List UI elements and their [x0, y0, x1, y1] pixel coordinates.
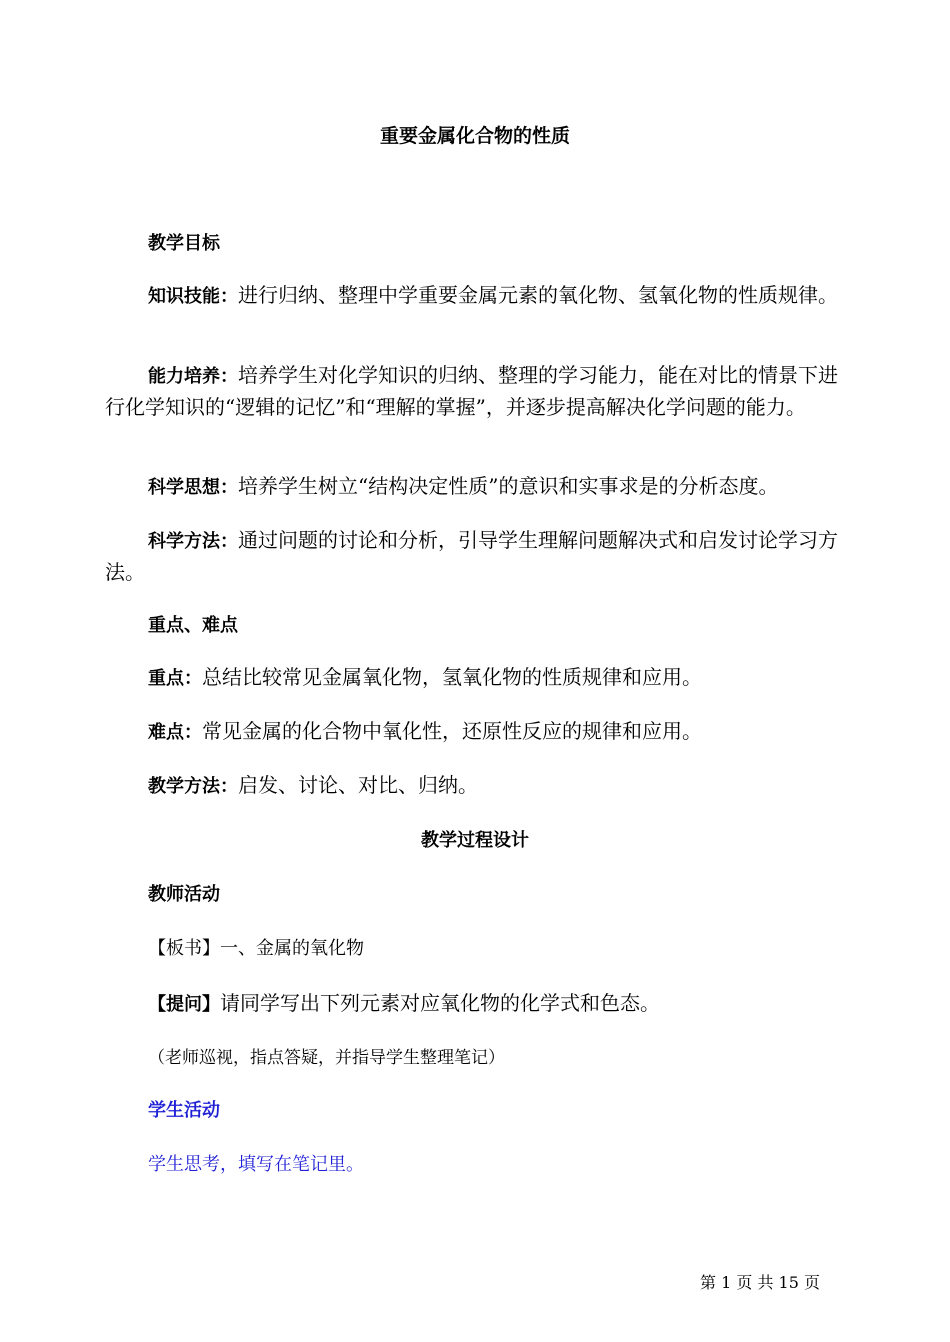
- teacher-note: （老师巡视，指点答疑，并指导学生整理笔记）: [148, 1048, 505, 1068]
- ability-paragraph: [105, 360, 850, 422]
- focus-line: [148, 661, 850, 690]
- teaching-method-text: 启发、讨论、对比、归纳。: [238, 773, 478, 797]
- document-title: 重要金属化合物的性质: [379, 125, 570, 147]
- ability-label: 能力培养：: [148, 366, 238, 387]
- thinking-text: 培养学生树立“结构决定性质”的意识和实事求是的分析态度。: [238, 474, 779, 498]
- board-line: [148, 934, 850, 960]
- knowledge-label: 知识技能：: [148, 286, 238, 307]
- knowledge-paragraph: [105, 280, 850, 312]
- question-label: 【提问】: [148, 994, 220, 1015]
- thinking-paragraph: [105, 471, 850, 503]
- focus-text: 总结比较常见金属氧化物，氢氧化物的性质规律和应用。: [202, 665, 702, 689]
- teacher-activity-heading: 教师活动: [148, 884, 220, 905]
- knowledge-text: 进行归纳、整理中学重要金属元素的氧化物、氢氧化物的性质规律。: [238, 283, 838, 307]
- key-points-heading: 重点、难点: [148, 615, 238, 636]
- board-text: 一、金属的氧化物: [220, 938, 364, 959]
- process-heading: 教学过程设计: [421, 830, 529, 851]
- objectives-heading: 教学目标: [148, 233, 220, 254]
- difficulty-label: 难点：: [148, 722, 202, 743]
- question-text: 请同学写出下列元素对应氧化物的化学式和色态。: [220, 991, 660, 1015]
- thinking-label: 科学思想：: [148, 477, 238, 498]
- student-activity-heading: 学生活动: [148, 1100, 220, 1121]
- teaching-method-label: 教学方法：: [148, 776, 238, 797]
- board-label: 【板书】: [148, 938, 220, 959]
- focus-label: 重点：: [148, 668, 202, 689]
- difficulty-text: 常见金属的化合物中氧化性，还原性反应的规律和应用。: [202, 719, 702, 743]
- ability-text: 培养学生对化学知识的归纳、整理的学习能力，能在对比的情景下进行化学知识的“逻辑的记忆”和“理解的掌握”，并逐步提高解决化学问题的能力。: [105, 363, 838, 419]
- page-number-footer: 第 1 页 共 15 页: [700, 1273, 820, 1292]
- teaching-method-line: [148, 769, 850, 798]
- method-label: 科学方法：: [148, 531, 238, 552]
- student-activity-text: 学生思考，填写在笔记里。: [148, 1154, 364, 1175]
- difficulty-line: [148, 715, 850, 744]
- question-line: [148, 987, 850, 1016]
- method-text: 通过问题的讨论和分析，引导学生理解问题解决式和启发讨论学习方法。: [105, 528, 838, 584]
- method-paragraph: [105, 525, 850, 587]
